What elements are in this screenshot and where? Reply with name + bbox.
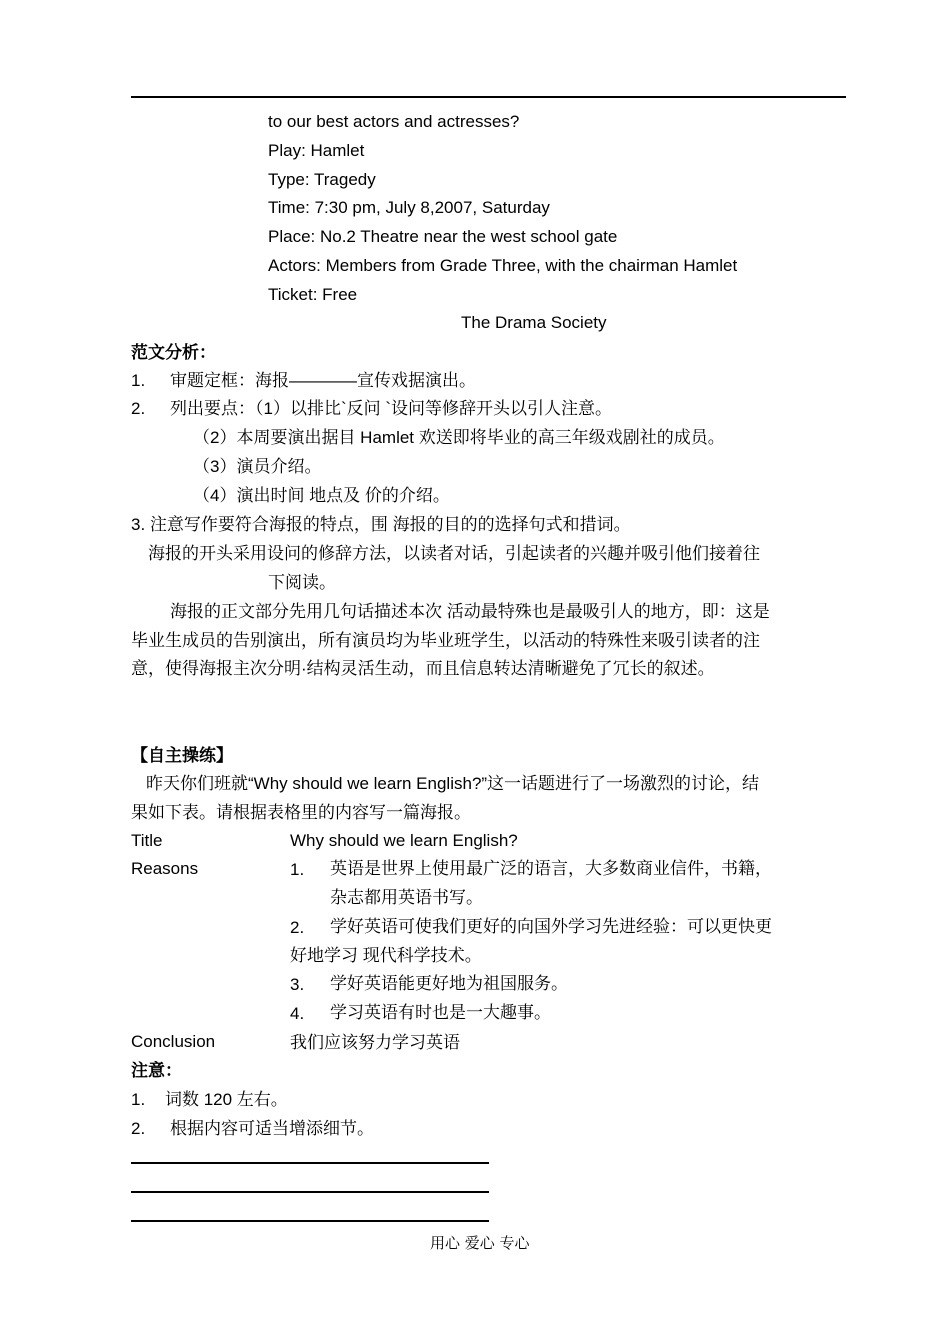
poster-play: Play: Hamlet xyxy=(268,141,365,160)
reason3: 学好英语能更好地为祖国服务。 xyxy=(330,974,568,993)
reason2-line2: 好地学习 现代科学技术。 xyxy=(290,946,482,965)
poster-ticket: Ticket: Free xyxy=(268,285,358,304)
poster-signature: The Drama Society xyxy=(461,313,607,332)
note1-number: 1. xyxy=(131,1090,146,1109)
analysis-item3: 3. 注意写作要符合海报的特点，围 海报的目的的选择句式和措词。 xyxy=(131,515,631,534)
analysis-point2: （2）本周要演出据目 Hamlet 欢送即将毕业的高三年级戏剧社的成员。 xyxy=(193,428,725,447)
analysis-item1-number: 1. xyxy=(131,371,146,390)
analysis-paragraph1-line1: 海报的开头采用设问的修辞方法，以读者对话，引起读者的兴趣并吸引他们接着往 xyxy=(148,544,760,563)
table-title-label: Title xyxy=(131,831,163,850)
reason4: 学习英语有时也是一大趣事。 xyxy=(330,1003,551,1022)
poster-intro-tail: to our best actors and actresses? xyxy=(268,112,520,131)
analysis-point4: （4）演出时间 地点及 价的介绍。 xyxy=(193,486,450,505)
analysis-paragraph2-line3: 意，使得海报主次分明·结构灵活生动，而且信息转达清晰避免了冗长的叙述。 xyxy=(131,659,715,678)
reason2-line1: 学好英语可使我们更好的向国外学习先进经验：可以更快更 xyxy=(330,917,772,936)
analysis-item1: 审题定框：海报————宣传戏据演出。 xyxy=(170,371,476,390)
analysis-paragraph2-line1: 海报的正文部分先用几句话描述本次 活动最特殊也是最吸引人的地方，即：这是 xyxy=(170,602,770,621)
reason1-line1: 英语是世界上使用最广泛的语言，大多数商业信件，书籍， xyxy=(330,859,772,878)
analysis-item2: 列出要点：（1）以排比`反问 `设问等修辞开头以引人注意。 xyxy=(170,399,612,418)
note2-number: 2. xyxy=(131,1119,146,1138)
reason3-number: 3. xyxy=(290,975,305,994)
note1: 词数 120 左右。 xyxy=(165,1090,288,1109)
reason1-number: 1. xyxy=(290,860,305,879)
table-conclusion-value: 我们应该努力学习英语 xyxy=(290,1033,460,1052)
header-rule xyxy=(131,96,846,98)
reason1-line2: 杂志都用英语书写。 xyxy=(330,888,483,907)
poster-place: Place: No.2 Theatre near the west school gate xyxy=(268,227,618,246)
table-reasons-label: Reasons xyxy=(131,859,199,878)
analysis-paragraph2-line2: 毕业生成员的告别演出，所有演员均为毕业班学生，以活动的特殊性来吸引读者的注 xyxy=(131,631,760,650)
table-conclusion-label: Conclusion xyxy=(131,1032,216,1051)
practice-intro-line1: 昨天你们班就“Why should we learn English?”这一话题进行了一场激烈的讨论，结 xyxy=(146,774,760,793)
answer-line-2 xyxy=(131,1191,489,1193)
practice-heading: 【自主操练】 xyxy=(131,746,233,765)
answer-line-1 xyxy=(131,1162,489,1164)
practice-intro-line2: 果如下表。请根据表格里的内容写一篇海报。 xyxy=(131,803,471,822)
poster-actors: Actors: Members from Grade Three, with the chairman Hamlet xyxy=(268,256,738,275)
reason4-number: 4. xyxy=(290,1004,305,1023)
analysis-paragraph1-line2: 下阅读。 xyxy=(268,573,336,592)
note2: 根据内容可适当增添细节。 xyxy=(170,1119,374,1138)
poster-type: Type: Tragedy xyxy=(268,170,376,189)
reason2-number: 2. xyxy=(290,918,305,937)
answer-line-3 xyxy=(131,1220,489,1222)
page-footer: 用心 爱心 专心 xyxy=(430,1234,530,1252)
table-title-value: Why should we learn English? xyxy=(290,831,518,850)
analysis-heading: 范文分析： xyxy=(131,343,216,362)
analysis-point3: （3）演员介绍。 xyxy=(193,457,322,476)
analysis-item2-number: 2. xyxy=(131,399,146,418)
notes-heading: 注意： xyxy=(131,1061,182,1080)
poster-time: Time: 7:30 pm, July 8,2007, Saturday xyxy=(268,198,550,217)
